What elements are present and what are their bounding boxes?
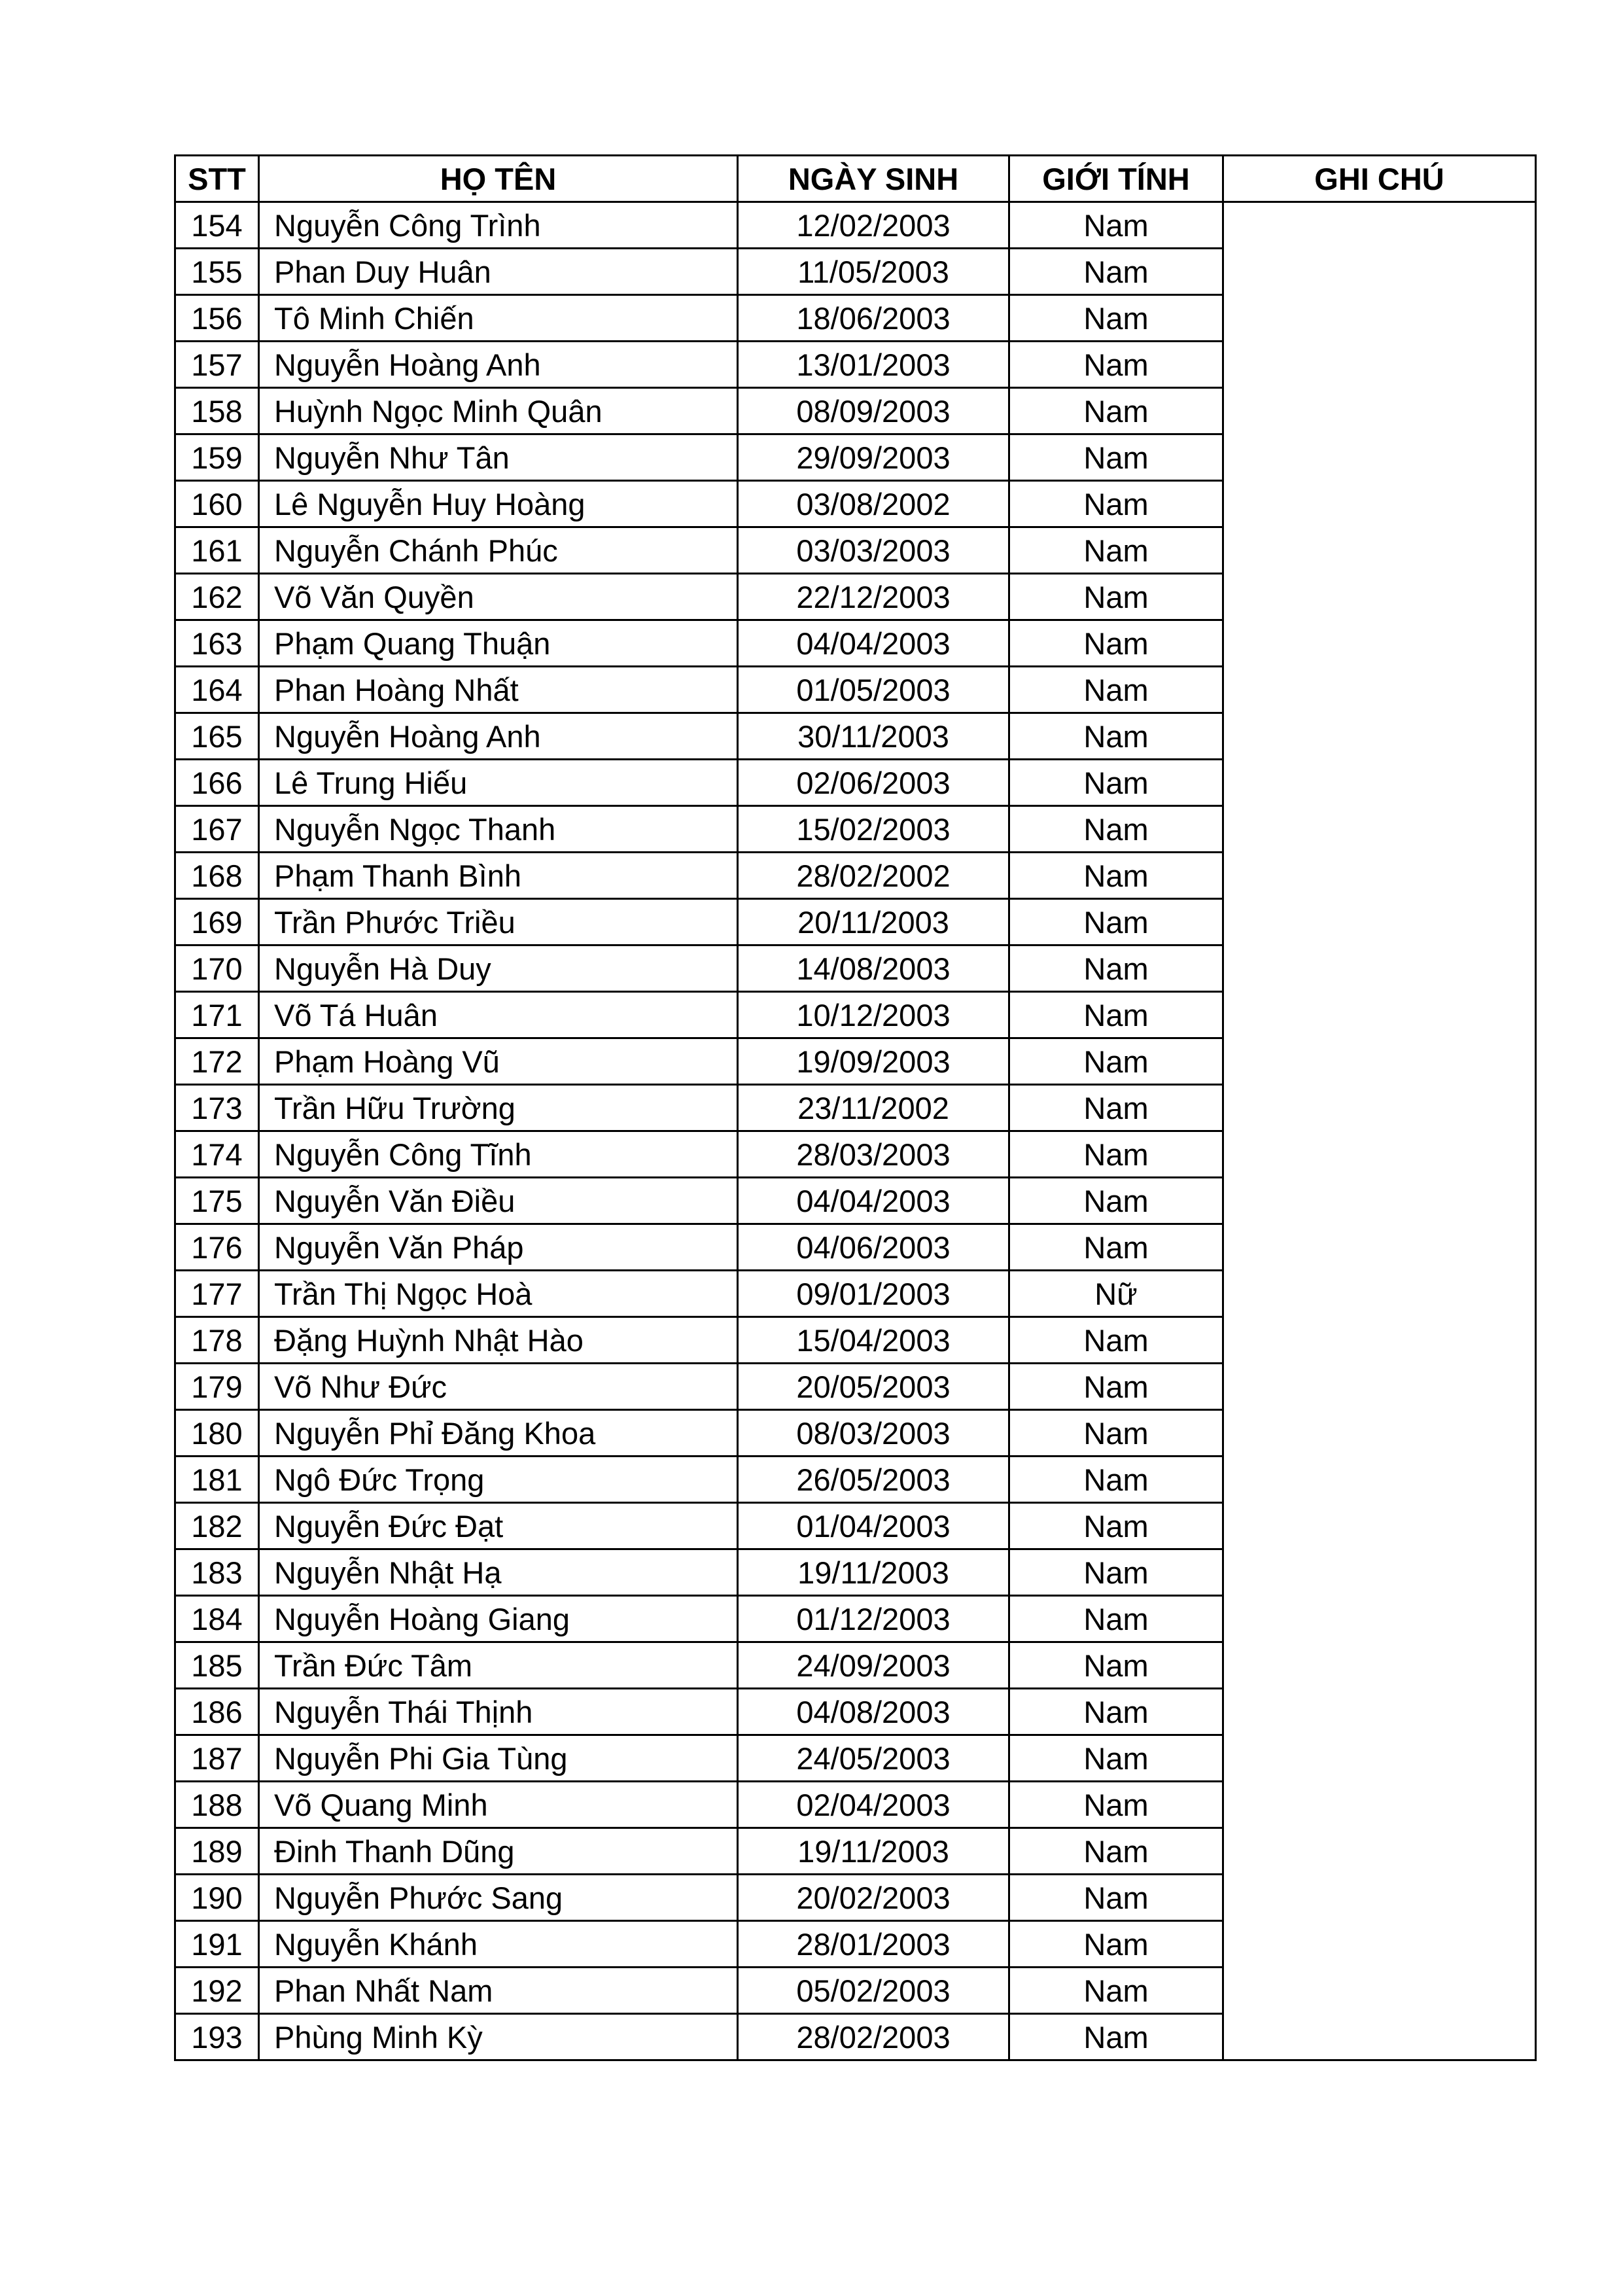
cell-name: Trần Thị Ngọc Hoà — [259, 1271, 738, 1317]
cell-name: Võ Như Đức — [259, 1364, 738, 1410]
cell-name: Nguyễn Hoàng Giang — [259, 1596, 738, 1642]
cell-gender: Nam — [1009, 1224, 1223, 1271]
cell-name: Nguyễn Hoàng Anh — [259, 713, 738, 760]
cell-dob: 28/03/2003 — [738, 1131, 1009, 1178]
cell-name: Nguyễn Phi Gia Tùng — [259, 1735, 738, 1782]
cell-stt: 188 — [175, 1782, 259, 1828]
cell-gender: Nam — [1009, 2014, 1223, 2060]
cell-gender: Nam — [1009, 1131, 1223, 1178]
cell-dob: 05/02/2003 — [738, 1968, 1009, 2014]
cell-dob: 12/02/2003 — [738, 202, 1009, 249]
cell-name: Võ Tá Huân — [259, 992, 738, 1038]
cell-name: Lê Nguyễn Huy Hoàng — [259, 481, 738, 527]
cell-gender: Nam — [1009, 202, 1223, 249]
header-stt: STT — [175, 156, 259, 202]
cell-stt: 171 — [175, 992, 259, 1038]
cell-gender: Nam — [1009, 574, 1223, 620]
cell-name: Lê Trung Hiếu — [259, 760, 738, 806]
cell-gender: Nam — [1009, 249, 1223, 295]
cell-gender: Nam — [1009, 899, 1223, 945]
cell-stt: 160 — [175, 481, 259, 527]
cell-dob: 01/04/2003 — [738, 1503, 1009, 1549]
cell-stt: 172 — [175, 1038, 259, 1085]
cell-gender: Nam — [1009, 1828, 1223, 1875]
cell-gender: Nam — [1009, 1178, 1223, 1224]
cell-stt: 176 — [175, 1224, 259, 1271]
cell-stt: 184 — [175, 1596, 259, 1642]
cell-stt: 189 — [175, 1828, 259, 1875]
cell-stt: 183 — [175, 1549, 259, 1596]
cell-dob: 08/09/2003 — [738, 388, 1009, 434]
cell-name: Nguyễn Hoàng Anh — [259, 342, 738, 388]
cell-gender: Nam — [1009, 713, 1223, 760]
cell-gender: Nam — [1009, 1503, 1223, 1549]
cell-name: Phạm Thanh Bình — [259, 853, 738, 899]
cell-stt: 190 — [175, 1875, 259, 1921]
cell-dob: 18/06/2003 — [738, 295, 1009, 342]
cell-name: Trần Phước Triều — [259, 899, 738, 945]
cell-dob: 24/05/2003 — [738, 1735, 1009, 1782]
cell-gender: Nam — [1009, 760, 1223, 806]
cell-stt: 167 — [175, 806, 259, 853]
cell-gender: Nam — [1009, 295, 1223, 342]
cell-gender: Nam — [1009, 1642, 1223, 1689]
cell-name: Đặng Huỳnh Nhật Hào — [259, 1317, 738, 1364]
cell-stt: 165 — [175, 713, 259, 760]
cell-name: Nguyễn Công Trình — [259, 202, 738, 249]
cell-name: Phạm Hoàng Vũ — [259, 1038, 738, 1085]
cell-stt: 180 — [175, 1410, 259, 1457]
cell-gender: Nam — [1009, 1457, 1223, 1503]
cell-name: Đinh Thanh Dũng — [259, 1828, 738, 1875]
cell-stt: 177 — [175, 1271, 259, 1317]
cell-stt: 182 — [175, 1503, 259, 1549]
cell-dob: 19/11/2003 — [738, 1549, 1009, 1596]
cell-stt: 158 — [175, 388, 259, 434]
cell-name: Nguyễn Phỉ Đăng Khoa — [259, 1410, 738, 1457]
cell-stt: 163 — [175, 620, 259, 667]
header-dob: NGÀY SINH — [738, 156, 1009, 202]
cell-stt: 164 — [175, 667, 259, 713]
cell-gender: Nam — [1009, 1038, 1223, 1085]
cell-note — [1223, 202, 1536, 2060]
cell-name: Võ Quang Minh — [259, 1782, 738, 1828]
cell-stt: 187 — [175, 1735, 259, 1782]
cell-gender: Nam — [1009, 481, 1223, 527]
cell-gender: Nam — [1009, 1085, 1223, 1131]
cell-gender: Nam — [1009, 1782, 1223, 1828]
cell-dob: 10/12/2003 — [738, 992, 1009, 1038]
cell-stt: 166 — [175, 760, 259, 806]
cell-name: Nguyễn Ngọc Thanh — [259, 806, 738, 853]
cell-dob: 08/03/2003 — [738, 1410, 1009, 1457]
cell-name: Nguyễn Phước Sang — [259, 1875, 738, 1921]
cell-name: Võ Văn Quyền — [259, 574, 738, 620]
cell-dob: 24/09/2003 — [738, 1642, 1009, 1689]
cell-name: Phùng Minh Kỳ — [259, 2014, 738, 2060]
cell-name: Nguyễn Như Tân — [259, 434, 738, 481]
cell-gender: Nam — [1009, 1317, 1223, 1364]
cell-stt: 179 — [175, 1364, 259, 1410]
cell-name: Phan Nhất Nam — [259, 1968, 738, 2014]
cell-dob: 22/12/2003 — [738, 574, 1009, 620]
cell-gender: Nam — [1009, 434, 1223, 481]
cell-name: Nguyễn Hà Duy — [259, 945, 738, 992]
cell-gender: Nam — [1009, 1549, 1223, 1596]
cell-dob: 04/04/2003 — [738, 620, 1009, 667]
cell-gender: Nam — [1009, 1875, 1223, 1921]
cell-stt: 159 — [175, 434, 259, 481]
cell-name: Nguyễn Đức Đạt — [259, 1503, 738, 1549]
cell-name: Phan Hoàng Nhất — [259, 667, 738, 713]
cell-name: Phan Duy Huân — [259, 249, 738, 295]
cell-name: Nguyễn Nhật Hạ — [259, 1549, 738, 1596]
cell-name: Huỳnh Ngọc Minh Quân — [259, 388, 738, 434]
cell-stt: 186 — [175, 1689, 259, 1735]
cell-name: Nguyễn Công Tĩnh — [259, 1131, 738, 1178]
cell-gender: Nam — [1009, 1735, 1223, 1782]
cell-stt: 173 — [175, 1085, 259, 1131]
cell-dob: 01/12/2003 — [738, 1596, 1009, 1642]
cell-name: Trần Đức Tâm — [259, 1642, 738, 1689]
cell-gender: Nam — [1009, 388, 1223, 434]
header-name: HỌ TÊN — [259, 156, 738, 202]
cell-dob: 02/06/2003 — [738, 760, 1009, 806]
cell-dob: 19/09/2003 — [738, 1038, 1009, 1085]
cell-dob: 04/04/2003 — [738, 1178, 1009, 1224]
cell-dob: 20/11/2003 — [738, 899, 1009, 945]
cell-name: Tô Minh Chiến — [259, 295, 738, 342]
cell-gender: Nam — [1009, 1596, 1223, 1642]
cell-stt: 193 — [175, 2014, 259, 2060]
cell-dob: 14/08/2003 — [738, 945, 1009, 992]
cell-stt: 157 — [175, 342, 259, 388]
cell-stt: 175 — [175, 1178, 259, 1224]
cell-stt: 178 — [175, 1317, 259, 1364]
cell-stt: 181 — [175, 1457, 259, 1503]
cell-gender: Nam — [1009, 667, 1223, 713]
cell-gender: Nam — [1009, 1968, 1223, 2014]
cell-gender: Nam — [1009, 1921, 1223, 1968]
cell-stt: 155 — [175, 249, 259, 295]
cell-stt: 170 — [175, 945, 259, 992]
cell-stt: 168 — [175, 853, 259, 899]
cell-dob: 09/01/2003 — [738, 1271, 1009, 1317]
cell-gender: Nam — [1009, 945, 1223, 992]
cell-name: Nguyễn Khánh — [259, 1921, 738, 1968]
cell-gender: Nam — [1009, 620, 1223, 667]
cell-dob: 28/01/2003 — [738, 1921, 1009, 1968]
cell-dob: 11/05/2003 — [738, 249, 1009, 295]
cell-stt: 154 — [175, 202, 259, 249]
cell-dob: 04/08/2003 — [738, 1689, 1009, 1735]
header-row — [175, 156, 1536, 202]
cell-dob: 15/04/2003 — [738, 1317, 1009, 1364]
cell-dob: 15/02/2003 — [738, 806, 1009, 853]
cell-dob: 01/05/2003 — [738, 667, 1009, 713]
cell-name: Trần Hữu Trường — [259, 1085, 738, 1131]
cell-stt: 161 — [175, 527, 259, 574]
cell-stt: 162 — [175, 574, 259, 620]
cell-stt: 185 — [175, 1642, 259, 1689]
cell-name: Ngô Đức Trọng — [259, 1457, 738, 1503]
cell-gender: Nam — [1009, 806, 1223, 853]
cell-name: Nguyễn Văn Pháp — [259, 1224, 738, 1271]
cell-dob: 28/02/2002 — [738, 853, 1009, 899]
cell-name: Phạm Quang Thuận — [259, 620, 738, 667]
cell-dob: 03/08/2002 — [738, 481, 1009, 527]
cell-dob: 19/11/2003 — [738, 1828, 1009, 1875]
cell-name: Nguyễn Thái Thịnh — [259, 1689, 738, 1735]
cell-stt: 169 — [175, 899, 259, 945]
cell-stt: 191 — [175, 1921, 259, 1968]
table-row — [175, 202, 1536, 249]
cell-gender: Nam — [1009, 342, 1223, 388]
cell-gender: Nam — [1009, 1364, 1223, 1410]
cell-dob: 04/06/2003 — [738, 1224, 1009, 1271]
cell-dob: 30/11/2003 — [738, 713, 1009, 760]
cell-dob: 03/03/2003 — [738, 527, 1009, 574]
cell-dob: 29/09/2003 — [738, 434, 1009, 481]
cell-dob: 20/02/2003 — [738, 1875, 1009, 1921]
cell-stt: 156 — [175, 295, 259, 342]
cell-name: Nguyễn Văn Điều — [259, 1178, 738, 1224]
cell-gender: Nam — [1009, 992, 1223, 1038]
cell-dob: 02/04/2003 — [738, 1782, 1009, 1828]
cell-gender: Nam — [1009, 853, 1223, 899]
cell-dob: 26/05/2003 — [738, 1457, 1009, 1503]
cell-stt: 192 — [175, 1968, 259, 2014]
student-table — [174, 154, 1537, 2061]
cell-gender: Nữ — [1009, 1271, 1223, 1317]
header-note: GHI CHÚ — [1223, 156, 1536, 202]
cell-name: Nguyễn Chánh Phúc — [259, 527, 738, 574]
header-gender: GIỚI TÍNH — [1009, 156, 1223, 202]
cell-gender: Nam — [1009, 527, 1223, 574]
cell-dob: 23/11/2002 — [738, 1085, 1009, 1131]
cell-dob: 20/05/2003 — [738, 1364, 1009, 1410]
cell-stt: 174 — [175, 1131, 259, 1178]
cell-gender: Nam — [1009, 1689, 1223, 1735]
cell-gender: Nam — [1009, 1410, 1223, 1457]
table-body — [175, 202, 1536, 2060]
cell-dob: 28/02/2003 — [738, 2014, 1009, 2060]
cell-dob: 13/01/2003 — [738, 342, 1009, 388]
